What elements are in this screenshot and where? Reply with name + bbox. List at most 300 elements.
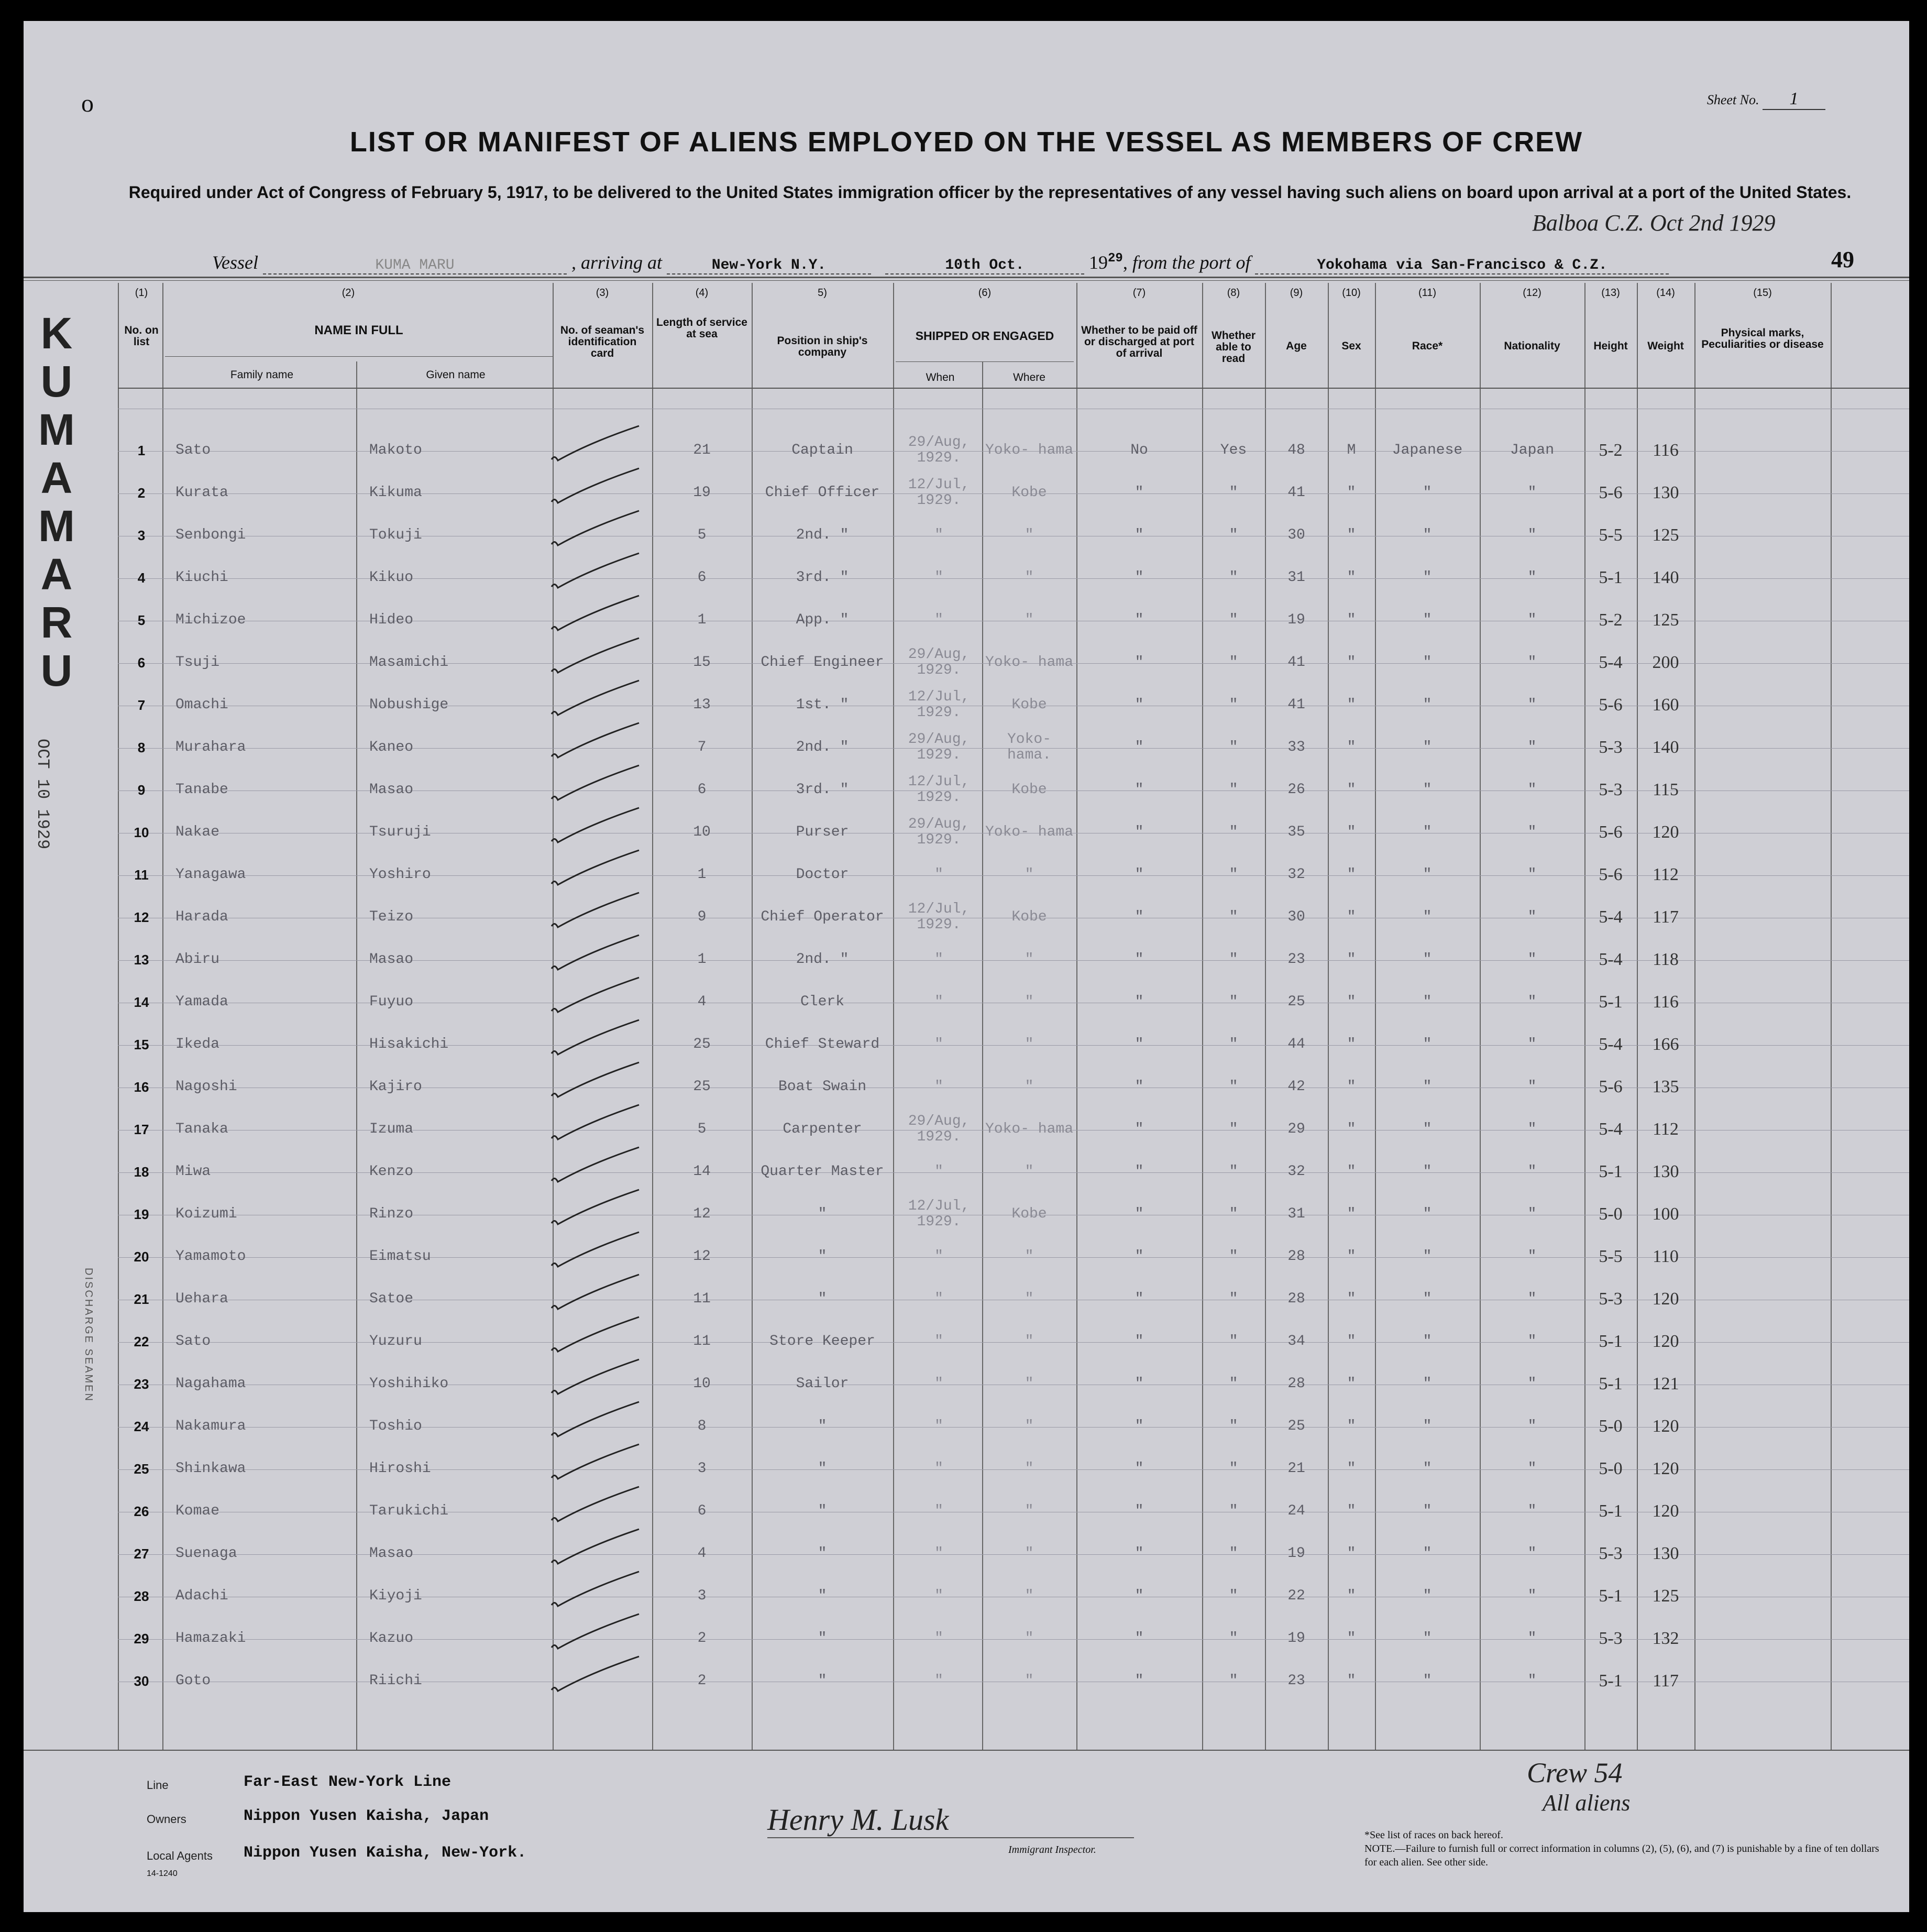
- from-label: from the port of: [1132, 252, 1251, 273]
- cell-where: ": [1025, 994, 1034, 1010]
- cell-race: ": [1423, 569, 1432, 586]
- checkmark-icon: [547, 719, 647, 766]
- cell-age: 30: [1287, 909, 1305, 925]
- cell-height: 5-3: [1599, 1289, 1623, 1309]
- cell-position: Quarter Master: [761, 1163, 884, 1180]
- cell-sex: ": [1347, 824, 1356, 840]
- cell-position: 2nd. ": [796, 527, 849, 543]
- cell-paid: No: [1130, 442, 1148, 458]
- cell-paid: ": [1135, 909, 1144, 925]
- cell-given: Masao: [369, 951, 414, 968]
- inspector-signature: Henry M. Lusk: [767, 1802, 1134, 1838]
- agents-value: Nippon Yusen Kaisha, New-York.: [244, 1844, 527, 1862]
- cell-service: 21: [693, 442, 711, 458]
- cell-paid: ": [1135, 1036, 1144, 1052]
- cell-weight: 125: [1652, 610, 1679, 630]
- cell-given: Teizo: [369, 909, 414, 925]
- cell-age: 21: [1287, 1461, 1305, 1477]
- cell-read: ": [1229, 654, 1238, 671]
- cell-age: 26: [1287, 782, 1305, 798]
- cell-service: 10: [693, 824, 711, 840]
- cell-family: Harada: [175, 909, 228, 925]
- cell-when: ": [934, 1503, 943, 1519]
- cell-family: Nakamura: [175, 1418, 246, 1434]
- cell-height: 5-6: [1599, 483, 1623, 502]
- cell-given: Kiyoji: [369, 1588, 422, 1604]
- cell-weight: 117: [1653, 907, 1679, 927]
- cell-no: 1: [137, 443, 146, 458]
- signature-caption: Immigrant Inspector.: [1008, 1844, 1096, 1856]
- name-subheader-rule: [165, 356, 553, 357]
- hdr-family-name: Family name: [230, 369, 294, 381]
- top-rule: [24, 277, 1909, 278]
- fine-note: NOTE.—Failure to furnish full or correct information in columns (2), (5), (6), and (7) is punishable by a fine of ten dollars for each alien. See other side.: [1364, 1843, 1879, 1868]
- cell-paid: ": [1135, 739, 1144, 755]
- cell-no: 7: [137, 697, 146, 713]
- cell-service: 2: [697, 1630, 707, 1646]
- cell-where: ": [1025, 866, 1034, 883]
- cell-weight: 135: [1652, 1077, 1679, 1096]
- cell-age: 29: [1287, 1121, 1305, 1137]
- cell-read: ": [1229, 697, 1238, 713]
- cell-weight: 120: [1652, 1501, 1679, 1521]
- cell-age: 19: [1287, 612, 1305, 628]
- crew-row: [24, 1278, 1909, 1320]
- crew-row: [24, 1193, 1909, 1235]
- hdr-id-card: No. of seaman's identification card: [560, 324, 645, 359]
- cell-no: 10: [134, 825, 149, 840]
- hdr-nationality: Nationality: [1504, 340, 1560, 352]
- cell-race: ": [1423, 866, 1432, 883]
- cell-where: ": [1025, 1418, 1034, 1434]
- cell-position: ": [818, 1248, 827, 1265]
- cell-height: 5-1: [1599, 1501, 1623, 1521]
- cell-no: 16: [134, 1079, 149, 1095]
- cell-given: Riichi: [369, 1673, 422, 1689]
- cell-weight: 200: [1652, 653, 1679, 672]
- col-num-8: (8): [1227, 287, 1240, 299]
- cell-position: ": [818, 1206, 827, 1222]
- cell-no: 13: [134, 952, 149, 968]
- cell-given: Kikuma: [369, 485, 422, 501]
- checkmark-icon: [547, 549, 647, 596]
- cell-given: Hiroshi: [369, 1461, 431, 1477]
- cell-where: ": [1025, 527, 1034, 543]
- cell-paid: ": [1135, 1079, 1144, 1095]
- cell-age: 33: [1287, 739, 1305, 755]
- cell-race: ": [1423, 1630, 1432, 1646]
- cell-when: ": [934, 1376, 943, 1392]
- cell-service: 25: [693, 1036, 711, 1052]
- cell-given: Izuma: [369, 1121, 414, 1137]
- cell-weight: 130: [1652, 1544, 1679, 1563]
- cell-nat: ": [1527, 1121, 1537, 1137]
- cell-family: Kiuchi: [175, 569, 228, 586]
- cell-sex: ": [1347, 485, 1356, 501]
- cell-read: ": [1229, 527, 1238, 543]
- cell-sex: ": [1347, 782, 1356, 798]
- cell-no: 30: [134, 1673, 149, 1689]
- cell-sex: ": [1347, 994, 1356, 1010]
- cell-height: 5-1: [1599, 568, 1623, 587]
- col-num-4: (4): [695, 287, 709, 299]
- cell-family: Uehara: [175, 1291, 228, 1307]
- cell-service: 12: [693, 1248, 711, 1265]
- checkmark-icon: [547, 846, 647, 893]
- cell-height: 5-5: [1599, 525, 1623, 545]
- cell-when: 12/Jul, 1929.: [908, 774, 970, 806]
- cell-when: ": [934, 1588, 943, 1604]
- cell-no: 9: [137, 782, 146, 798]
- cell-family: Ikeda: [175, 1036, 220, 1052]
- cell-family: Nagahama: [175, 1376, 246, 1392]
- cell-paid: ": [1135, 697, 1144, 713]
- cell-nat: ": [1527, 654, 1537, 671]
- cell-sex: ": [1347, 527, 1356, 543]
- cell-paid: ": [1135, 485, 1144, 501]
- year-value: 29: [1108, 251, 1123, 266]
- owners-label: Owners: [147, 1813, 186, 1826]
- cell-nat: ": [1527, 1418, 1537, 1434]
- cell-sex: ": [1347, 951, 1356, 968]
- cell-service: 6: [697, 782, 707, 798]
- cell-paid: ": [1135, 1163, 1144, 1180]
- cell-position: Sailor: [796, 1376, 849, 1392]
- cell-age: 41: [1287, 697, 1305, 713]
- hdr-able-read: Whether able to read: [1212, 330, 1256, 365]
- cell-when: 29/Aug, 1929.: [908, 731, 970, 763]
- cell-height: 5-1: [1599, 1671, 1623, 1690]
- cell-given: Toshio: [369, 1418, 422, 1434]
- cell-sex: ": [1347, 1121, 1356, 1137]
- cell-sex: ": [1347, 1418, 1356, 1434]
- cell-nat: ": [1527, 1206, 1537, 1222]
- cell-weight: 112: [1653, 865, 1679, 884]
- cell-read: ": [1229, 1545, 1238, 1562]
- cell-position: Carpenter: [783, 1121, 862, 1137]
- top-rule-thin: [24, 280, 1909, 281]
- col-num-11: (11): [1418, 287, 1437, 299]
- crew-row: [24, 1108, 1909, 1150]
- cell-nat: ": [1527, 1376, 1537, 1392]
- cell-height: 5-5: [1599, 1247, 1623, 1266]
- cell-age: 23: [1287, 1673, 1305, 1689]
- cell-read: ": [1229, 1461, 1238, 1477]
- cell-weight: 160: [1652, 695, 1679, 715]
- crew-row: [24, 1236, 1909, 1278]
- cell-when: 29/Aug, 1929.: [908, 816, 970, 848]
- crew-row: [24, 854, 1909, 896]
- cell-paid: ": [1135, 1588, 1144, 1604]
- cell-family: Omachi: [175, 697, 228, 713]
- cell-service: 15: [693, 654, 711, 671]
- crew-row: [24, 514, 1909, 556]
- crew-row: [24, 769, 1909, 811]
- checkmark-icon: [547, 888, 647, 936]
- cell-paid: ": [1135, 569, 1144, 586]
- crew-row: [24, 684, 1909, 726]
- cell-when: ": [934, 1079, 943, 1095]
- cell-age: 35: [1287, 824, 1305, 840]
- cell-position: 1st. ": [796, 697, 849, 713]
- cell-race: ": [1423, 1248, 1432, 1265]
- cell-no: 6: [137, 655, 146, 671]
- cell-family: Komae: [175, 1503, 220, 1519]
- all-aliens-note: All aliens: [1543, 1790, 1631, 1816]
- cell-no: 22: [134, 1334, 149, 1349]
- page-number: 49: [1831, 247, 1854, 272]
- cell-nat: ": [1527, 1036, 1537, 1052]
- cell-sex: ": [1347, 739, 1356, 755]
- cell-position: ": [818, 1545, 827, 1562]
- cell-race: ": [1423, 527, 1432, 543]
- cell-when: ": [934, 866, 943, 883]
- discharge-stamp: DISCHARGE SEAMEN: [83, 1268, 94, 1402]
- crew-row: [24, 1448, 1909, 1490]
- cell-sex: ": [1347, 612, 1356, 628]
- cell-weight: 132: [1652, 1629, 1679, 1648]
- crew-row: [24, 811, 1909, 853]
- cell-height: 5-0: [1599, 1204, 1623, 1224]
- cell-read: ": [1229, 1206, 1238, 1222]
- hdr-name-in-full: NAME IN FULL: [314, 323, 403, 337]
- cell-position: ": [818, 1461, 827, 1477]
- cell-where: ": [1025, 1588, 1034, 1604]
- cell-paid: ": [1135, 1461, 1144, 1477]
- cell-where: ": [1025, 612, 1034, 628]
- page-subtitle: Required under Act of Congress of February 5, 1917, to be delivered to the United States immigration officer by the representatives of any vessel having such aliens on board upon arrival at a port of the United States.: [128, 183, 1852, 202]
- cell-where: ": [1025, 1036, 1034, 1052]
- cell-given: Rinzo: [369, 1206, 414, 1222]
- cell-read: ": [1229, 1079, 1238, 1095]
- cell-when: 29/Aug, 1929.: [908, 646, 970, 678]
- cell-no: 25: [134, 1461, 149, 1477]
- year-prefix: 19: [1089, 252, 1108, 273]
- sheet-number: [1707, 89, 1825, 110]
- cell-family: Yanagawa: [175, 866, 246, 883]
- cell-position: 2nd. ": [796, 951, 849, 968]
- cell-weight: 120: [1652, 1417, 1679, 1436]
- cell-family: Tanaka: [175, 1121, 228, 1137]
- checkmark-icon: [547, 591, 647, 639]
- cell-given: Tokuji: [369, 527, 422, 543]
- cell-service: 5: [697, 527, 707, 543]
- checkmark-icon: [547, 1610, 647, 1657]
- from-value: Yokohama via San-Francisco & C.Z.: [1255, 257, 1669, 275]
- cell-paid: ": [1135, 1206, 1144, 1222]
- cell-no: 11: [134, 867, 149, 883]
- cell-weight: 130: [1652, 1162, 1679, 1181]
- col-num-13: (13): [1601, 287, 1620, 299]
- cell-when: ": [934, 1545, 943, 1562]
- cell-service: 5: [697, 1121, 707, 1137]
- arriving-label: , arriving at: [571, 252, 662, 273]
- hdr-weight: Weight: [1647, 340, 1684, 352]
- cell-age: 32: [1287, 866, 1305, 883]
- crew-row: [24, 1575, 1909, 1617]
- cell-read: ": [1229, 1588, 1238, 1604]
- cell-nat: ": [1527, 1630, 1537, 1646]
- cell-read: ": [1229, 951, 1238, 968]
- cell-sex: ": [1347, 1376, 1356, 1392]
- cell-sex: ": [1347, 1673, 1356, 1689]
- cell-nat: ": [1527, 1461, 1537, 1477]
- cell-sex: ": [1347, 1291, 1356, 1307]
- owners-value: Nippon Yusen Kaisha, Japan: [244, 1807, 489, 1825]
- cell-given: Yuzuru: [369, 1333, 422, 1349]
- hdr-when: When: [926, 371, 955, 383]
- cell-nat: ": [1527, 782, 1537, 798]
- cell-when: ": [934, 1248, 943, 1265]
- col-num-14: (14): [1656, 287, 1675, 299]
- cell-height: 5-6: [1599, 865, 1623, 884]
- cell-where: Yoko- hama: [985, 654, 1074, 671]
- cell-nat: ": [1527, 1079, 1537, 1095]
- cell-service: 11: [693, 1333, 711, 1349]
- cell-paid: ": [1135, 612, 1144, 628]
- cell-age: 19: [1287, 1630, 1305, 1646]
- checkmark-icon: [547, 1143, 647, 1190]
- cell-position: Clerk: [800, 994, 844, 1010]
- checkmark-icon: [547, 931, 647, 978]
- arriving-value: New-York N.Y.: [667, 257, 871, 275]
- checkmark-icon: [547, 1440, 647, 1487]
- cell-age: 48: [1287, 442, 1305, 458]
- cell-sex: ": [1347, 866, 1356, 883]
- cell-when: ": [934, 1333, 943, 1349]
- cell-given: Makoto: [369, 442, 422, 458]
- col-num-2: (2): [342, 287, 355, 299]
- cell-age: 41: [1287, 654, 1305, 671]
- cell-weight: 118: [1653, 950, 1679, 969]
- cell-read: ": [1229, 1376, 1238, 1392]
- cell-no: 21: [134, 1291, 149, 1307]
- cell-service: 11: [693, 1291, 711, 1307]
- checkmark-icon: [547, 1101, 647, 1148]
- checkmark-icon: [547, 1483, 647, 1530]
- cell-no: 15: [134, 1037, 149, 1052]
- cell-position: ": [818, 1291, 827, 1307]
- col-num-5: 5): [818, 287, 827, 299]
- col-num-15: (15): [1753, 287, 1772, 299]
- cell-height: 5-4: [1599, 1035, 1623, 1054]
- cell-no: 27: [134, 1546, 149, 1562]
- cell-position: 2nd. ": [796, 739, 849, 755]
- cell-position: Chief Operator: [761, 909, 884, 925]
- cell-service: 8: [697, 1418, 707, 1434]
- cell-weight: 166: [1652, 1035, 1679, 1054]
- cell-age: 32: [1287, 1163, 1305, 1180]
- cell-nat: ": [1527, 569, 1537, 586]
- line-value: Far-East New-York Line: [244, 1773, 452, 1791]
- cell-race: ": [1423, 782, 1432, 798]
- cell-no: 18: [134, 1164, 149, 1180]
- cell-where: ": [1025, 1079, 1034, 1095]
- cell-race: ": [1423, 1461, 1432, 1477]
- cell-given: Hisakichi: [369, 1036, 449, 1052]
- vessel-line: Vessel KUMA MARU , arriving at New-York N.Y. 10th Oct. $19^{29}$, from the port of Yokohama via San-Francisco & C.Z.: [212, 251, 1867, 275]
- header-bottom-rule: [118, 388, 1909, 389]
- cell-sex: ": [1347, 1163, 1356, 1180]
- col-num-3: (3): [596, 287, 609, 299]
- cell-sex: ": [1347, 1248, 1356, 1265]
- cell-paid: ": [1135, 1333, 1144, 1349]
- cell-race: ": [1423, 739, 1432, 755]
- cell-where: Kobe: [1011, 909, 1047, 925]
- cell-given: Masao: [369, 1545, 414, 1562]
- crew-row: [24, 727, 1909, 769]
- hdr-height: Height: [1593, 340, 1628, 352]
- cell-position: Chief Steward: [765, 1036, 880, 1052]
- cell-race: ": [1423, 485, 1432, 501]
- cell-sex: ": [1347, 909, 1356, 925]
- cell-weight: 140: [1652, 738, 1679, 757]
- cell-no: 12: [134, 909, 149, 925]
- cell-position: 3rd. ": [796, 782, 849, 798]
- checkmark-icon: [547, 634, 647, 681]
- cell-given: Kajiro: [369, 1079, 422, 1095]
- checkmark-icon: [547, 1228, 647, 1275]
- cell-sex: ": [1347, 1333, 1356, 1349]
- handwritten-balboa-note: Balboa C.Z. Oct 2nd 1929: [1532, 210, 1776, 236]
- cell-when: ": [934, 1163, 943, 1180]
- cell-service: 2: [697, 1673, 707, 1689]
- cell-paid: ": [1135, 824, 1144, 840]
- cell-given: Yoshihiko: [369, 1376, 449, 1392]
- cell-where: Yoko- hama: [985, 824, 1074, 840]
- col-num-9: (9): [1290, 287, 1303, 299]
- cell-paid: ": [1135, 1545, 1144, 1562]
- cell-race: ": [1423, 1376, 1432, 1392]
- cell-nat: ": [1527, 1248, 1537, 1265]
- crew-row: [24, 1024, 1909, 1066]
- crew-row: [24, 642, 1909, 684]
- crew-row: [24, 1618, 1909, 1660]
- cell-where: ": [1025, 1545, 1034, 1562]
- cell-when: ": [934, 1673, 943, 1689]
- cell-nat: ": [1527, 866, 1537, 883]
- cell-when: ": [934, 569, 943, 586]
- crew-row: [24, 472, 1909, 514]
- cell-sex: ": [1347, 569, 1356, 586]
- cell-nat: ": [1527, 909, 1537, 925]
- cell-read: ": [1229, 1418, 1238, 1434]
- cell-where: ": [1025, 1673, 1034, 1689]
- cell-sex: ": [1347, 1630, 1356, 1646]
- cell-where: Yoko- hama: [985, 442, 1074, 458]
- cell-position: Boat Swain: [778, 1079, 867, 1095]
- cell-height: 5-2: [1599, 610, 1623, 630]
- cell-race: Japanese: [1392, 442, 1463, 458]
- cell-position: ": [818, 1630, 827, 1646]
- crew-row: [24, 896, 1909, 938]
- cell-race: ": [1423, 1673, 1432, 1689]
- cell-when: ": [934, 1291, 943, 1307]
- cell-read: ": [1229, 569, 1238, 586]
- cell-family: Yamada: [175, 994, 228, 1010]
- cell-when: ": [934, 1418, 943, 1434]
- cell-position: Store Keeper: [769, 1333, 875, 1349]
- cell-given: Satoe: [369, 1291, 414, 1307]
- cell-no: 14: [134, 994, 149, 1010]
- cell-where: ": [1025, 569, 1034, 586]
- cell-sex: ": [1347, 1206, 1356, 1222]
- checkmark-icon: [547, 1567, 647, 1615]
- cell-read: ": [1229, 909, 1238, 925]
- cell-nat: ": [1527, 1588, 1537, 1604]
- cell-when: ": [934, 527, 943, 543]
- cell-paid: ": [1135, 1418, 1144, 1434]
